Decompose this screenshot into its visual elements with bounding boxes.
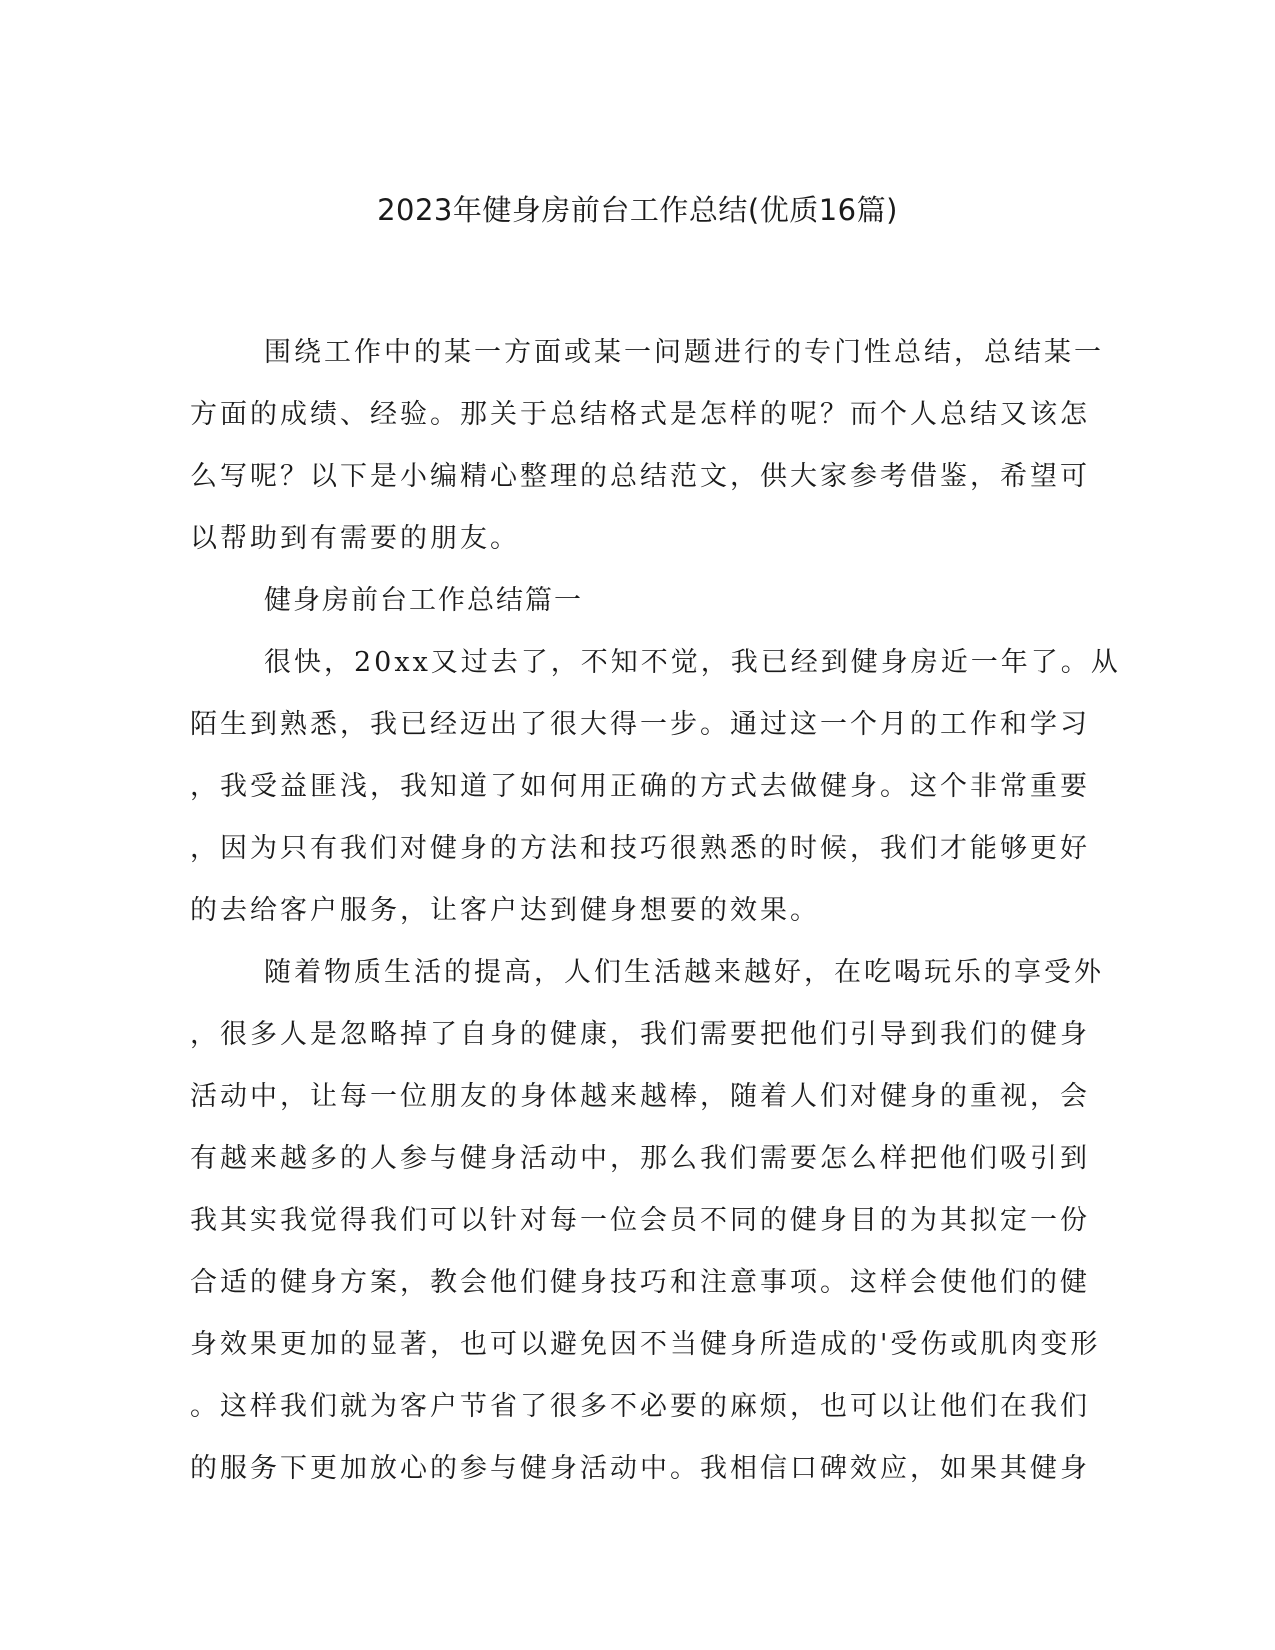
- paragraph-line: 我其实我觉得我们可以针对每一位会员不同的健身目的为其拟定一份: [190, 1205, 1090, 1236]
- paragraph-line: 很快，20xx又过去了，不知不觉，我已经到健身房近一年了。从: [264, 647, 1121, 678]
- paragraph-line: 合适的健身方案，教会他们健身技巧和注意事项。这样会使他们的健: [190, 1267, 1090, 1298]
- paragraph-line: 身效果更加的显著，也可以避免因不当健身所造成的'受伤或肌肉变形: [190, 1329, 1101, 1360]
- paragraph-line: 的服务下更加放心的参与健身活动中。我相信口碑效应，如果其健身: [190, 1453, 1090, 1484]
- document-title: 2023年健身房前台工作总结(优质16篇): [377, 193, 898, 227]
- paragraph-line: 有越来越多的人参与健身活动中，那么我们需要怎么样把他们吸引到: [190, 1143, 1090, 1174]
- paragraph-line: 以帮助到有需要的朋友。: [190, 523, 520, 554]
- paragraph-line: ，因为只有我们对健身的方法和技巧很熟悉的时候，我们才能够更好: [190, 833, 1090, 864]
- paragraph-line: 随着物质生活的提高，人们生活越来越好，在吃喝玩乐的享受外: [264, 957, 1104, 988]
- section-heading: 健身房前台工作总结篇一: [264, 585, 583, 616]
- document-body: [190, 322, 1121, 1500]
- paragraph-line: 么写呢？以下是小编精心整理的总结范文，供大家参考借鉴，希望可: [190, 461, 1090, 492]
- paragraph-line: 的去给客户服务，让客户达到健身想要的效果。: [190, 895, 820, 926]
- paragraph-line: ，我受益匪浅，我知道了如何用正确的方式去做健身。这个非常重要: [190, 771, 1090, 802]
- paragraph-line: 围绕工作中的某一方面或某一问题进行的专门性总结，总结某一: [264, 337, 1104, 368]
- paragraph-line: ，很多人是忽略掉了自身的健康，我们需要把他们引导到我们的健身: [190, 1019, 1090, 1050]
- paragraph-line: 陌生到熟悉，我已经迈出了很大得一步。通过这一个月的工作和学习: [190, 709, 1090, 740]
- paragraph-line: 方面的成绩、经验。那关于总结格式是怎样的呢？而个人总结又该怎: [190, 399, 1090, 430]
- paragraph-line: 活动中，让每一位朋友的身体越来越棒，随着人们对健身的重视，会: [190, 1081, 1090, 1112]
- paragraph-line: 。这样我们就为客户节省了很多不必要的麻烦，也可以让他们在我们: [190, 1391, 1090, 1422]
